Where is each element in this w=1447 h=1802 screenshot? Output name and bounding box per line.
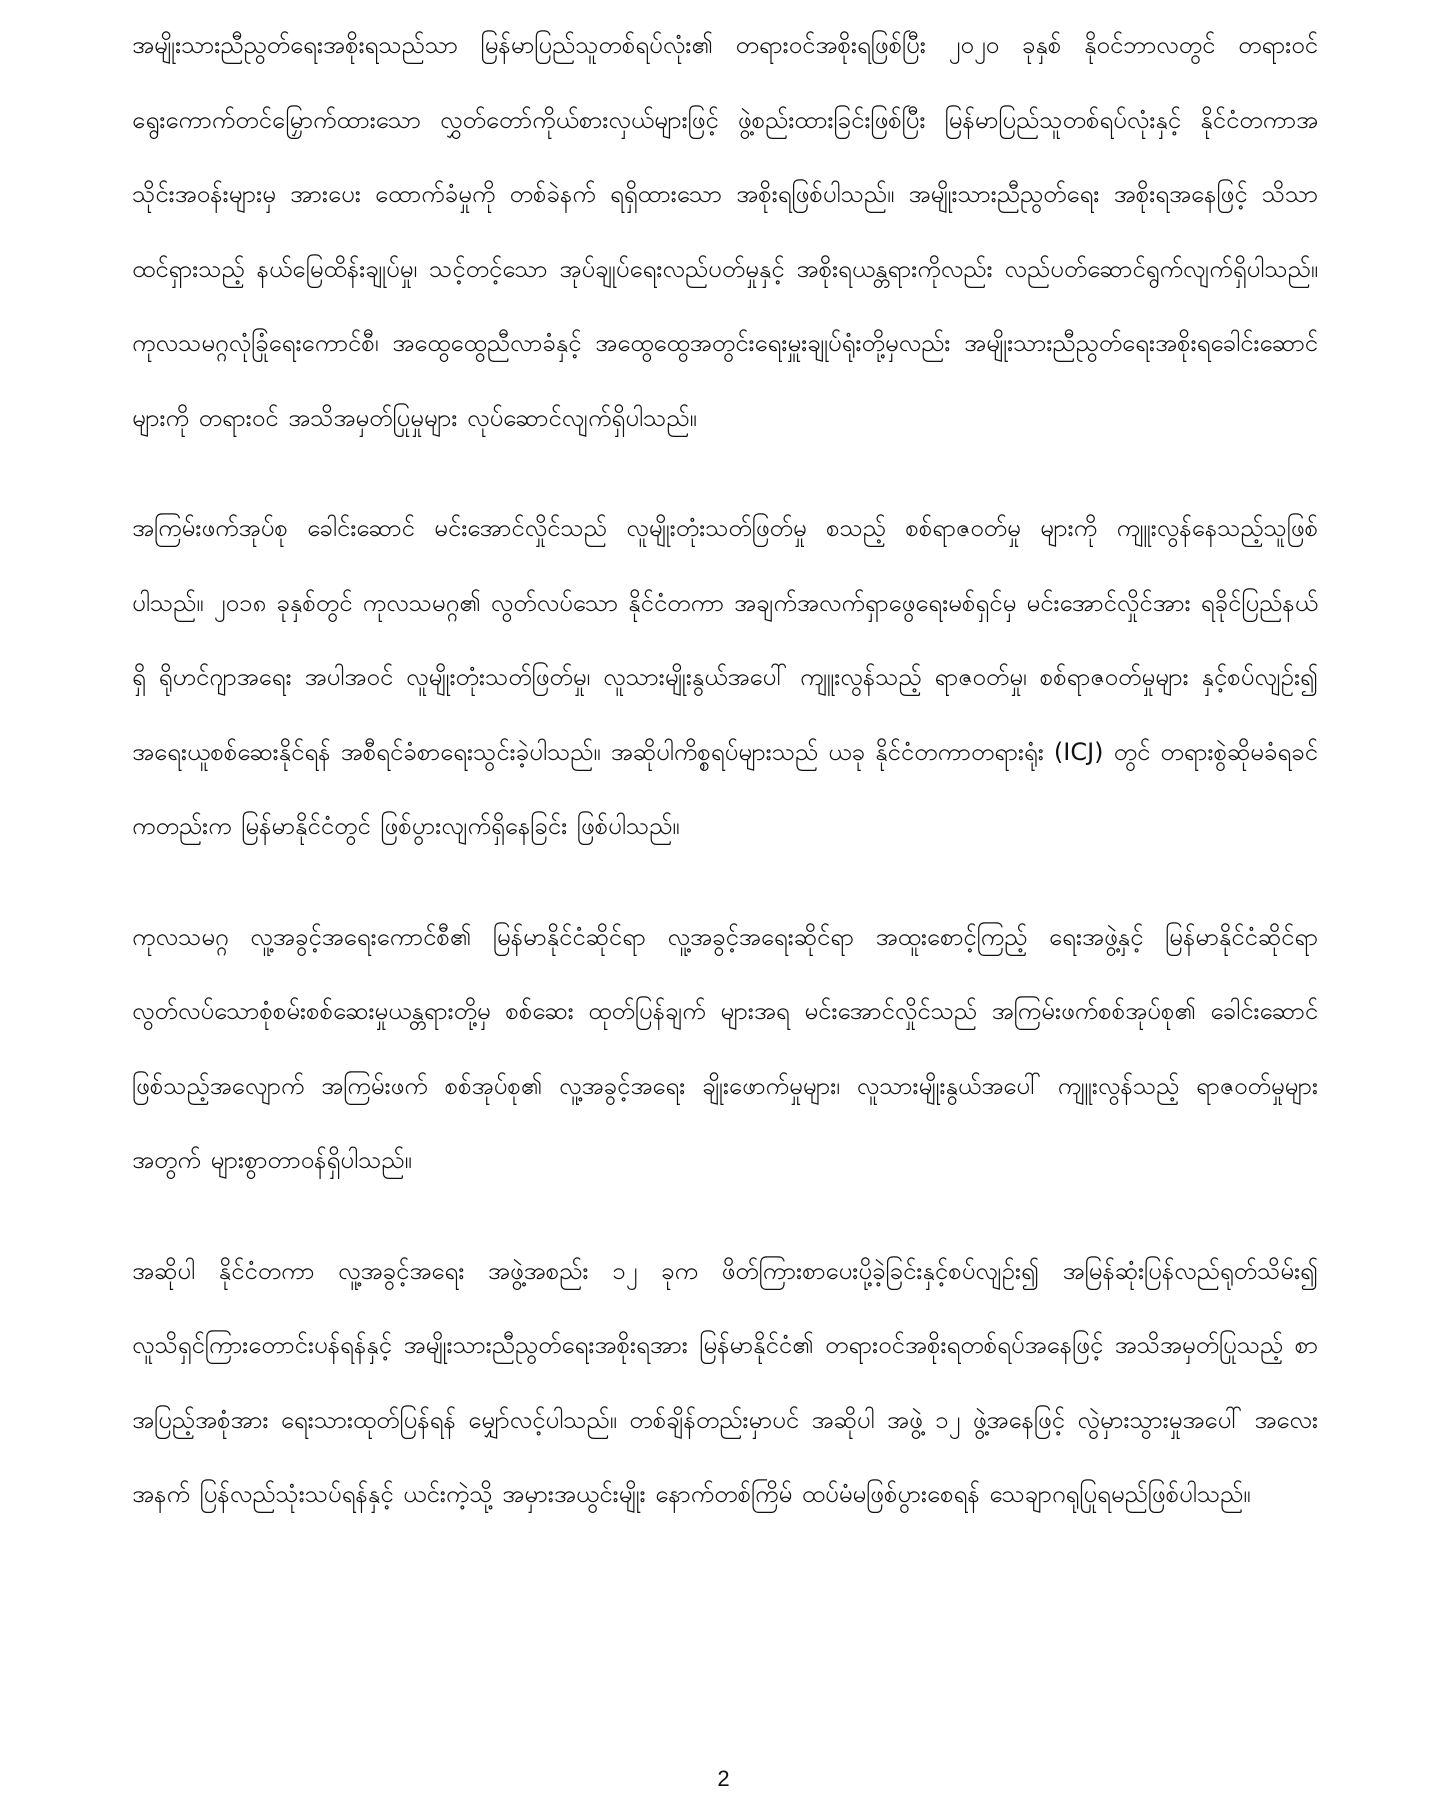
document-body [132,8,1318,1568]
page-number: 2 [717,1766,730,1791]
paragraph-call-to-retract: အဆိုပါ နိုင်ငံတကာ လူ့အခွင့်အရေး အဖွဲ့အစည်း ၁၂ ခုက ဖိတ်ကြားစာပေးပို့ခဲ့ခြင်းနှင့်စပ်လျဉ်း၍ အမြန်ဆုံးပြန်လည်ရုတ်သိမ်း၍ လူသိရှင်ကြားတောင်းပန်ရန်နှင့် အမျိုးသားညီညွတ်ရေးအစိုးရအား မြန်မာနိုင်ငံ၏ တရားဝင်အစိုးရတစ်ရပ်အနေဖြင့် အသိအမှတ်ပြုသည့် စာအပြည့်အစုံအား ရေးသားထုတ်ပြန်ရန် မျှော်လင့်ပါသည်။ တစ်ချိန်တည်းမှာပင် အဆိုပါ အဖွဲ့ ၁၂ ဖွဲ့အနေဖြင့် လွဲမှားသွားမှုအပေါ် အလေးအနက် ပြန်လည်သုံးသပ်ရန်နှင့် ယင်းကဲ့သို့ အမှားအယွင်းမျိုး နောက်တစ်ကြိမ် ထပ်မံမဖြစ်ပွားစေရန် သေချာဂရုပြုရမည်ဖြစ်ပါသည်။ [132,1256,1318,1508]
paragraph-ntg-legitimacy: အမျိုးသားညီညွတ်ရေးအစိုးရသည်သာ မြန်မာပြည်သူတစ်ရပ်လုံး၏ တရားဝင်အစိုးရဖြစ်ပြီး ၂၀၂၀ ခုနှစ် နိုဝင်ဘာလတွင် တရားဝင်ရွေးကောက်တင်မြှောက်ထားသော လွှတ်တော်ကိုယ်စားလှယ်များဖြင့် ဖွဲ့စည်းထားခြင်းဖြစ်ပြီး မြန်မာပြည်သူတစ်ရပ်လုံးနှင့် နိုင်ငံတကာအသိုင်းအဝန်းများမှ အားပေး ထောက်ခံမှုကို တစ်ခဲနက် ရရှိထားသော အစိုးရဖြစ်ပါသည်။ အမျိုးသားညီညွတ်ရေး အစိုးရအနေဖြင့် သိသာထင်ရှားသည့် နယ်မြေထိန်းချုပ်မှု၊ သင့်တင့်သော အုပ်ချုပ်ရေးလည်ပတ်မှုနှင့် အစိုးရယန္တရားကိုလည်း လည်ပတ်ဆောင်ရွက်လျက်ရှိပါသည်။ ကုလသမဂ္ဂလုံခြုံရေးကောင်စီ၊ အထွေထွေညီလာခံနှင့် အထွေထွေအတွင်းရေးမှူးချုပ်ရုံးတို့မှလည်း အမျိုးသားညီညွတ်ရေးအစိုးရခေါင်းဆောင်များကို တရားဝင် အသိအမှတ်ပြုမှုများ လုပ်ဆောင်လျက်ရှိပါသည်။ [132,31,1318,432]
paragraph-junta-leader-crimes: အကြမ်းဖက်အုပ်စု ခေါင်းဆောင် မင်းအောင်လှိုင်သည် လူမျိုးတုံးသတ်ဖြတ်မှု စသည့် စစ်ရာဇဝတ်မှု များကို ကျူးလွန်နေသည့်သူဖြစ်ပါသည်။ ၂၀၁၈ ခုနှစ်တွင် ကုလသမဂ္ဂ၏ လွတ်လပ်သော နိုင်ငံတကာ အချက်အလက်ရှာဖွေရေးမစ်ရှင်မှ မင်းအောင်လှိုင်အား ရခိုင်ပြည်နယ်ရှိ ရိုဟင်ဂျာအရေး အပါအဝင် လူမျိုးတုံးသတ်ဖြတ်မှု၊ လူသားမျိုးနွယ်အပေါ် ကျူးလွန်သည့် ရာဇဝတ်မှု၊ စစ်ရာဇဝတ်မှုများ နှင့်စပ်လျဉ်း၍ အရေးယူစစ်ဆေးနိုင်ရန် အစီရင်ခံစာရေးသွင်းခဲ့ပါသည်။ အဆိုပါကိစ္စရပ်များသည် ယခု နိုင်ငံတကာတရားရုံး (ICJ) တွင် တရားစွဲဆိုမခံရခင်ကတည်းက မြန်မာနိုင်ငံတွင် ဖြစ်ပွားလျက်ရှိနေခြင်း ဖြစ်ပါသည်။ [132,514,1318,840]
paragraph-un-human-rights-findings: ကုလသမဂ္ဂ လူ့အခွင့်အရေးကောင်စီ၏ မြန်မာနိုင်ငံဆိုင်ရာ လူ့အခွင့်အရေးဆိုင်ရာ အထူးစောင့်ကြည့် ရေးအဖွဲ့နှင့် မြန်မာနိုင်ငံဆိုင်ရာ လွတ်လပ်သောစုံစမ်းစစ်ဆေးမှုယန္တရားတို့မှ စစ်ဆေး ထုတ်ပြန်ချက် များအရ မင်းအောင်လှိုင်သည် အကြမ်းဖက်စစ်အုပ်စု၏ ခေါင်းဆောင်ဖြစ်သည့်အလျောက် အကြမ်းဖက် စစ်အုပ်စု၏ လူ့အခွင့်အရေး ချိုးဖောက်မှုများ၊ လူသားမျိုးနွယ်အပေါ် ကျူးလွန်သည့် ရာဇဝတ်မှုများ အတွက် များစွာတာဝန်ရှိပါသည်။ [132,922,1318,1174]
